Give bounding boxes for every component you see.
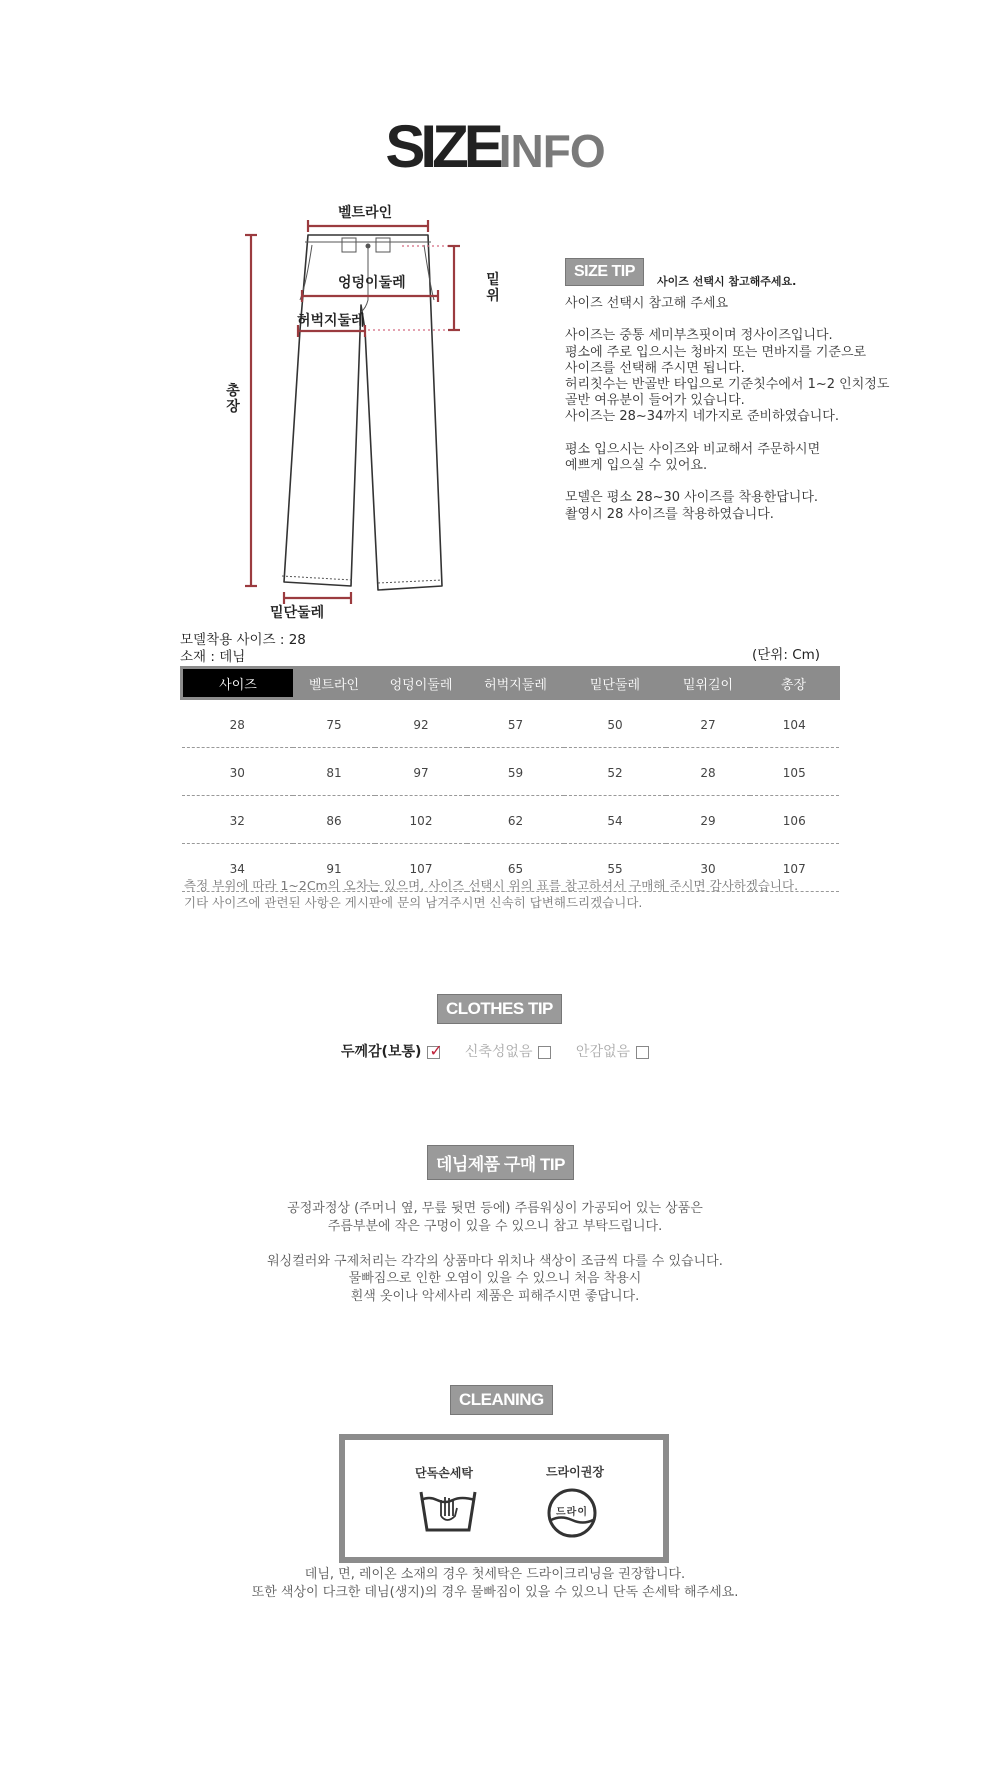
cleaning-badge: CLEANING: [450, 1385, 553, 1415]
unit-label: (단위: Cm): [752, 647, 821, 663]
header-hip: 엉덩이둘레: [375, 668, 467, 699]
rise-char-1: 밑: [486, 272, 500, 288]
table-cell: 97: [375, 748, 467, 796]
rise-label: [484, 272, 502, 304]
hand-wash-label: 단독손세탁: [415, 1466, 473, 1480]
header-waist: 벨트라인: [293, 668, 375, 699]
length-char-2: 장: [226, 399, 240, 415]
table-cell: 32: [182, 796, 294, 844]
table-cell: 54: [564, 796, 666, 844]
option-lining-label: 안감없음: [575, 1044, 631, 1060]
table-cell: 62: [467, 796, 564, 844]
table-cell: 75: [293, 699, 375, 748]
cleaning-text: 데님, 면, 레이온 소재의 경우 첫세탁은 드라이크리닝을 권장합니다. 또한 색상이 다크한 데님(생지)의 경우 물빠짐이 있을 수 있으니 단독 손세탁 해주세요.: [251, 1567, 739, 1600]
table-cell: 50: [564, 699, 666, 748]
table-cell: 102: [375, 796, 467, 844]
title-size: SIZE: [385, 113, 499, 180]
option-stretch: [465, 1041, 552, 1061]
denim-tip-text: 공정과정상 (주머니 옆, 무릎 뒷면 등에) 주름워싱이 가공되어 있는 상품은 주름부분에 작은 구멍이 있을 수 있으니 참고 부탁드립니다. 워싱컬러와 구제처리는 각각의 상품마다 위치나 색상이 조금씩 다를 수 있습니다. 물빠짐으로 인한 오염이 있을 수 있으니 처음 착용시 흰색 옷이나 악세사리 제품은 피해주시면 좋답니다.: [267, 1201, 723, 1304]
table-cell: 34: [182, 844, 294, 892]
table-cell: 30: [666, 844, 750, 892]
size-tip-text: 사이즈 선택시 참고해 주세요 사이즈는 중통 세미부츠핏이며 정사이즈입니다. 평소에 주로 입으시는 청바지 또는 면바지를 기준으로 사이즈를 선택해 주시면 됩니다. 허리칫수는 반골반 타입으로 기준칫수에서 1~2 인치정도 골반 여유분이 들어가 있습니다. 사이즈는 28~34까지 네가지로 준비하였습니다. 평소 입으시는 사이즈와 비교해서 주문하시면 예쁘게 입으실 수 있어요. 모델은 평소 28~30 사이즈를 착용한답니다. 촬영시 28 사이즈를 착용하였습니다.: [565, 296, 890, 522]
hand-wash-icon: [417, 1486, 479, 1536]
dry-clean-label: 드라이권장: [546, 1465, 604, 1479]
option-lining: [576, 1041, 649, 1061]
header-hem: 밑단둘레: [564, 668, 666, 699]
table-cell: 81: [293, 748, 375, 796]
hem-label: 밑단둘레: [270, 605, 325, 621]
option-thickness: [340, 1040, 443, 1061]
thigh-label: 허벅지둘레: [297, 313, 365, 329]
header-rise: 밑위길이: [666, 668, 750, 699]
size-tip-badge: SIZE TIP: [565, 258, 644, 286]
clothes-options: [0, 1041, 990, 1061]
table-cell: 91: [293, 844, 375, 892]
table-cell: 106: [750, 796, 839, 844]
option-stretch-label: 신축성없음: [464, 1044, 533, 1060]
table-row: [182, 796, 839, 844]
table-cell: 30: [182, 748, 294, 796]
table-cell: 105: [750, 748, 839, 796]
model-size: 모델착용 사이즈 : 28: [180, 632, 306, 648]
size-tip-note: 사이즈 선택시 참고해주세요.: [657, 275, 797, 288]
hip-label: 엉덩이둘레: [338, 275, 406, 291]
length-char-1: 총: [226, 383, 240, 399]
clothes-tip-badge: CLOTHES TIP: [437, 994, 562, 1024]
size-info-title: [0, 112, 990, 181]
table-row: [182, 699, 839, 748]
table-header-row: [182, 668, 839, 699]
table-cell: 65: [467, 844, 564, 892]
table-cell: 27: [666, 699, 750, 748]
header-thigh: 허벅지둘레: [467, 668, 564, 699]
length-label: [224, 383, 242, 415]
dry-icon-text: 드라이: [556, 1507, 588, 1518]
material: 소재 : 데님: [180, 649, 246, 665]
table-cell: 52: [564, 748, 666, 796]
checkbox-empty-icon: [538, 1046, 551, 1059]
table-cell: 59: [467, 748, 564, 796]
size-table: [180, 666, 840, 892]
header-length: 총장: [750, 668, 839, 699]
table-row: [182, 748, 839, 796]
checkbox-checked-icon: ✓: [429, 1040, 443, 1060]
option-thickness-label: 두께감(보통): [340, 1044, 422, 1060]
table-cell: 55: [564, 844, 666, 892]
denim-tip-badge: 데님제품 구매 TIP: [427, 1145, 574, 1180]
table-cell: 107: [750, 844, 839, 892]
waist-label: 벨트라인: [338, 205, 393, 221]
table-cell: 57: [467, 699, 564, 748]
table-cell: 29: [666, 796, 750, 844]
cleaning-box: [339, 1434, 669, 1563]
table-cell: 86: [293, 796, 375, 844]
rise-char-2: 위: [486, 288, 500, 304]
measure-note: 측정 부위에 따라 1~2Cm의 오차는 있으며, 사이즈 선택시 위의 표를 참고하셔서 구매해 주시면 감사하겠습니다. 기타 사이즈에 관련된 사항은 게시판에 문의 남겨주시면 신속히 답변해드리겠습니다.: [184, 878, 799, 910]
table-cell: 92: [375, 699, 467, 748]
pants-diagram: [220, 200, 460, 630]
header-size: 사이즈: [182, 668, 294, 699]
table-cell: 28: [182, 699, 294, 748]
checkbox-empty-icon: [636, 1046, 649, 1059]
table-cell: 28: [666, 748, 750, 796]
table-cell: 104: [750, 699, 839, 748]
table-cell: 107: [375, 844, 467, 892]
title-info: INFO: [498, 125, 605, 177]
